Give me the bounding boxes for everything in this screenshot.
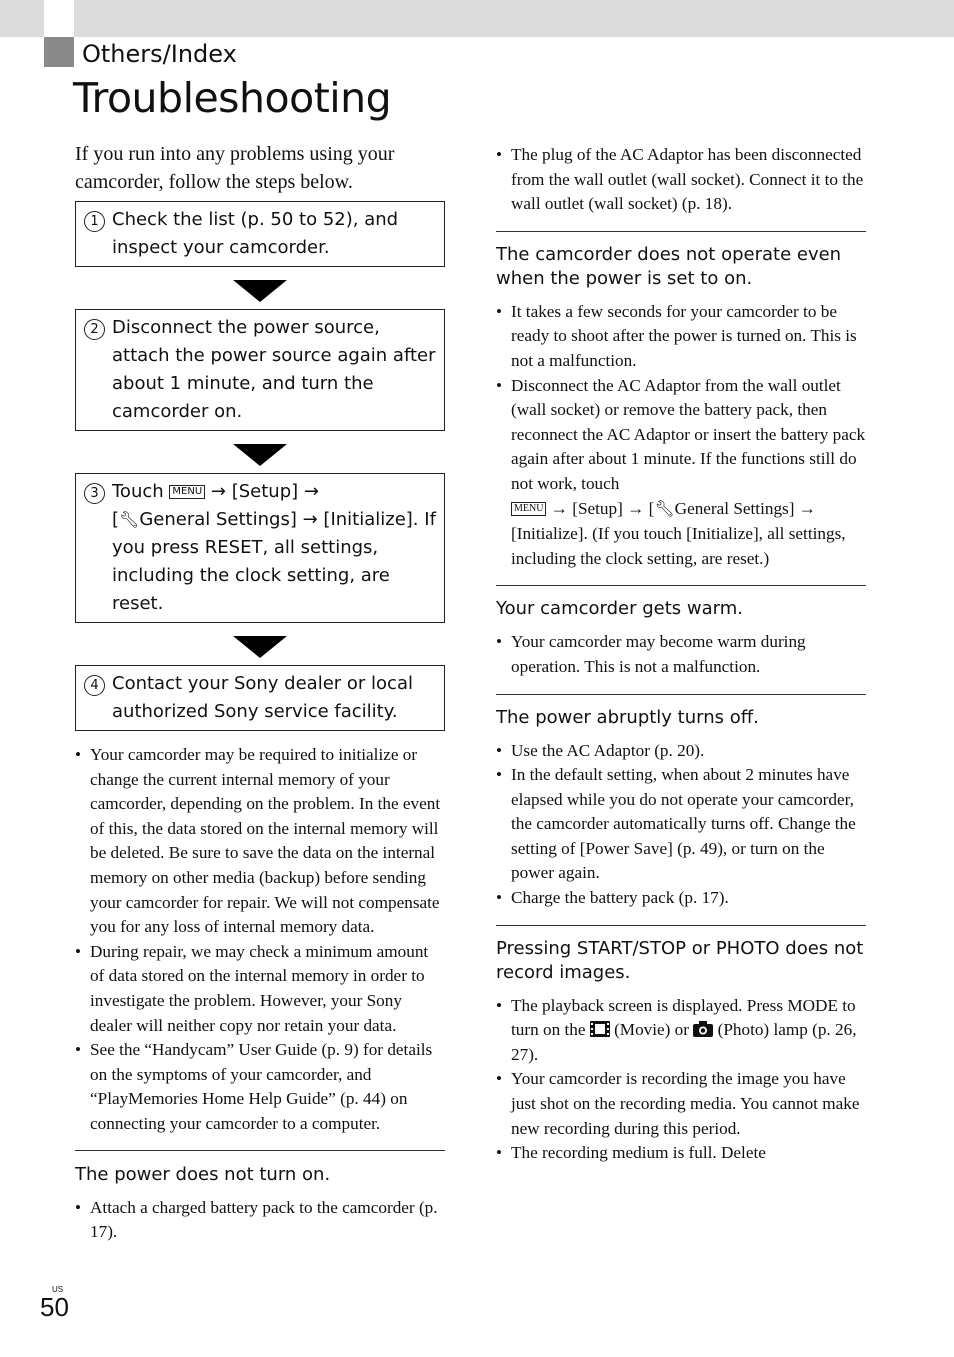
list-item-text: Disconnect the AC Adaptor from the wall outlet (wall socket) or remove the battery pack, then reconnect the AC Adaptor or insert the battery pack again after about 1 minute. If the functions still do not work, touch [511,375,866,493]
step-2-text: Disconnect the power source, attach the power source again after about 1 minute, and turn the camcorder on. [112,317,436,422]
list-item: • See the “Handycam” User Guide (p. 9) for details on the symptoms of your camcorder, and “PlayMemories Home Help Guide” (p. 44) on connecting your camcorder to a computer. [75,1038,445,1136]
notes-list [75,743,445,1137]
intro-text: If you run into any problems using your camcorder, follow the steps below. [75,143,395,193]
movie-icon [590,1021,610,1037]
page-title: Troubleshooting [73,74,392,122]
section-heading: The power abruptly turns off. [496,706,759,728]
list-item: • Your camcorder may become warm during operation. This is not a malfunction. [496,630,866,679]
wrench-icon: 🔧︎ [654,500,675,518]
step-3-box: 3 Touch MENU → [Setup] → [🔧︎General Settings] → [Initialize]. If you press RESET, all settings, including the clock setting, are reset. [75,473,445,623]
not-operate-list [496,300,866,572]
turns-off-list [496,739,866,911]
divider [496,694,866,695]
list-item: • Use the AC Adaptor (p. 20). [496,739,866,764]
section-heading: Pressing START/STOP or PHOTO does not record images. [496,937,864,983]
divider [496,585,866,586]
arrow-icon: → [303,481,319,502]
down-arrow-icon [233,280,287,302]
list-item [496,994,866,1068]
step-3-initialize: [Initialize]. [323,509,419,530]
step-3-tail: If you press RESET, all settings, including the clock setting, are reset. [112,509,436,614]
step-1-number: 1 [84,211,105,232]
list-item: • Attach a charged battery pack to the camcorder (p. 17). [75,1196,445,1245]
list-item: • During repair, we may check a minimum amount of data stored on the internal memory in order to investigate the problem. However, your Sony dealer will neither copy nor retain your data. [75,940,445,1038]
list-item-text: (Movie) or [614,1020,689,1040]
step-4-text: Contact your Sony dealer or local authorized Sony service facility. [112,673,413,722]
warm-list [496,630,866,679]
camera-icon [693,1021,713,1037]
header-bar-gap [44,0,74,37]
list-item: • The recording medium is full. Delete [496,1141,866,1166]
step-3-general-settings: General Settings] [139,509,297,530]
list-item-text: The playback screen is displayed. Press MODE to turn on the [511,995,856,1040]
header-bar [0,0,954,37]
divider [496,231,866,232]
section-heading: The power does not turn on. [75,1163,331,1185]
list-item: • Your camcorder may be required to initialize or change the current internal memory of your camcorder, depending on the problem. In the event of this, the data stored on the internal memory will be deleted. Be sure to save the data on the internal memory on other media (backup) before sending your camcorder for repair. We will not compensate you for any loss of internal memory data. [75,743,445,940]
section-heading: The camcorder does not operate even when the power is set to on. [496,243,842,289]
page-region-label: US [52,1285,64,1294]
step-4-box [75,665,445,731]
step-1-text: Check the list (p. 50 to 52), and inspect your camcorder. [112,209,399,258]
list-item: • In the default setting, when about 2 minutes have elapsed while you do not operate your camcorder, the camcorder automatically turns off. Change the setting of [Power Save] (p. 49), or turn on the power again. [496,763,866,886]
step-3-number: 3 [84,483,105,504]
step-1-box [75,201,445,267]
start-stop-list [496,994,866,1166]
list-item: • It takes a few seconds for your camcorder to be ready to shoot after the power is turned on. This is not a malfunction. [496,300,866,374]
page-number: 50 [40,1292,69,1322]
list-item: • Charge the battery pack (p. 17). [496,886,866,911]
list-item-text: → [Initialize]. (If you touch [Initialize], all settings, including the clock setting, are reset.) [511,498,846,568]
step-2-box [75,309,445,431]
wrench-icon: 🔧︎ [119,510,140,529]
left-column [75,140,445,1245]
adaptor-list [496,143,866,217]
step-4-number: 4 [84,675,105,696]
list-item: • Your camcorder is recording the image you have just shot on the recording media. You cannot make new recording during this period. [496,1067,866,1141]
list-item-text: → [Setup] → [ [550,498,655,518]
step-3-setup: [Setup] [231,481,299,502]
step-3-touch: Touch [112,481,164,502]
down-arrow-icon [233,636,287,658]
section-label: Others/Index [82,40,237,68]
divider [496,925,866,926]
menu-key-icon: MENU [511,502,546,516]
menu-key-icon: MENU [169,485,205,499]
step-2-number: 2 [84,319,105,340]
down-arrow-icon [233,444,287,466]
section-heading: Your camcorder gets warm. [496,598,743,620]
arrow-icon: → [302,509,318,530]
list-item: • The plug of the AC Adaptor has been disconnected from the wall outlet (wall socket). Connect it to the wall outlet (wall socket) (p. 18). [496,143,866,217]
list-item-text: (Photo) lamp (p. 26, 27). [511,1020,857,1064]
right-column [496,143,866,1166]
list-item-text: General Settings] [674,498,795,518]
divider [75,1150,445,1151]
list-item [496,374,866,572]
power-on-list [75,1196,445,1245]
arrow-icon: → [210,481,226,502]
section-marker [44,37,74,67]
